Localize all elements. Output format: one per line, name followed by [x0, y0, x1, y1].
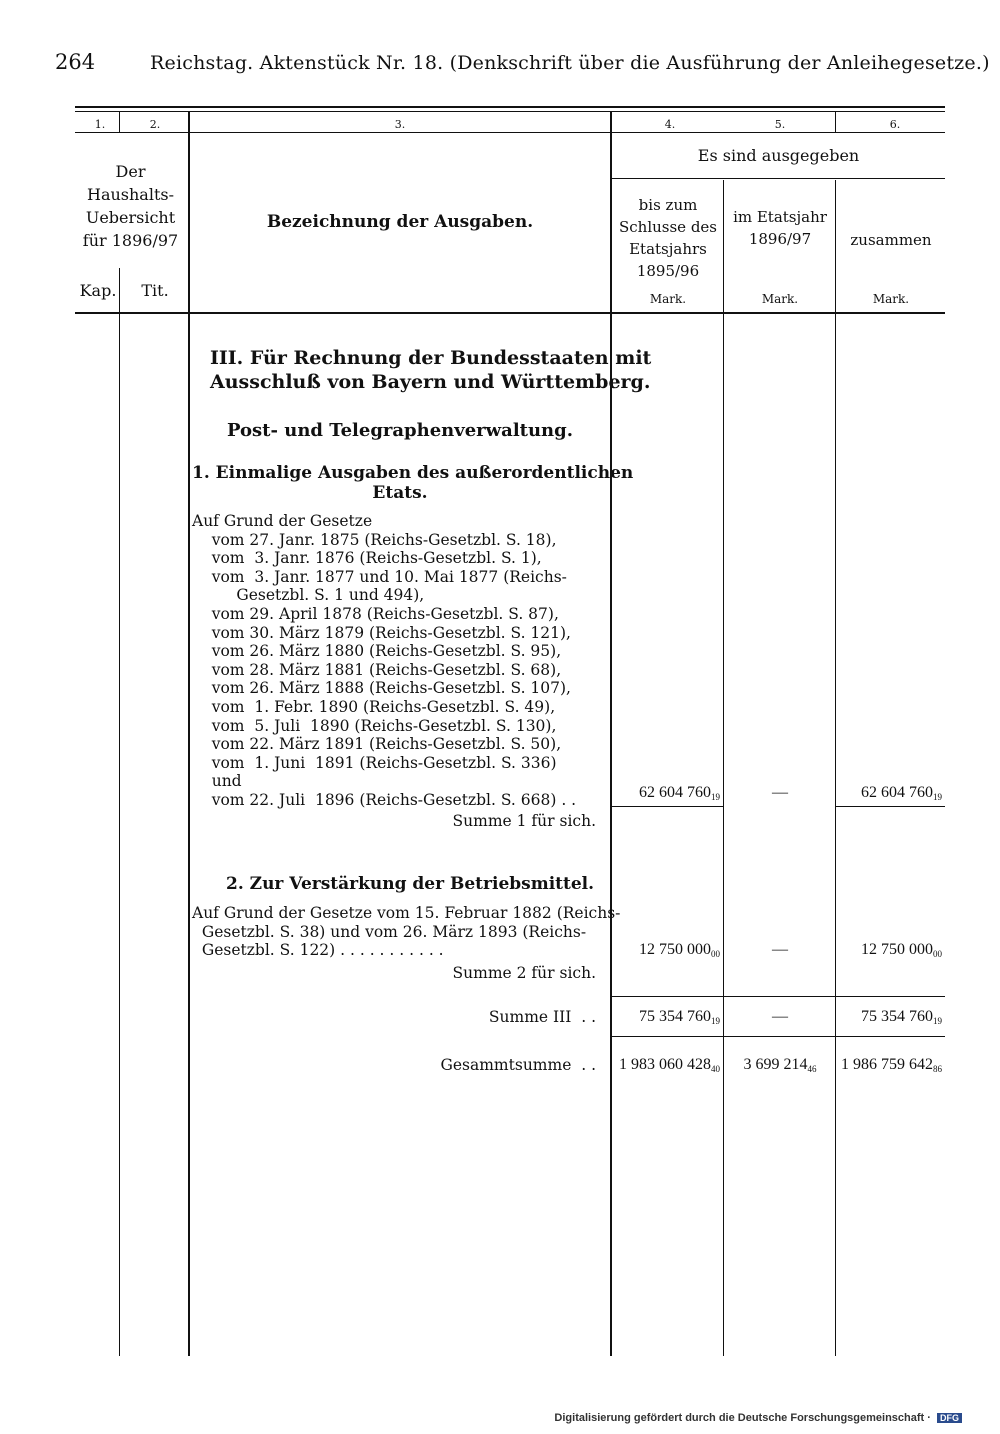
- part1-heading-1: 1. Einmalige Ausgaben des außerordentlichen: [192, 463, 634, 483]
- col-divider: [119, 112, 120, 133]
- col4-unit: Mark.: [649, 292, 687, 306]
- col-divider: [119, 268, 120, 1356]
- part2-col6: 12 750 $000_{00}$: [861, 941, 942, 959]
- summe2-label: Summe 2 für sich.: [452, 964, 596, 982]
- colnum-5: 5.: [774, 118, 786, 131]
- footer-credit: Digitalisierung gefördert durch die Deutsche Forschungsgemeinschaft · DFG: [554, 1412, 962, 1424]
- part1-col6: 62 604 $760_{19}$: [861, 784, 942, 802]
- gesamt-label: Gesammtsumme . .: [440, 1056, 596, 1074]
- colnum-1: 1.: [94, 118, 106, 131]
- part2-heading: 2. Zur Verstärkung der Betriebsmittel.: [226, 874, 595, 894]
- col6-header: zusammen: [850, 231, 932, 249]
- part2-col5: —: [772, 941, 788, 958]
- col-divider: [610, 112, 612, 1356]
- col5-unit: Mark.: [761, 292, 799, 306]
- colnum-rule: [75, 132, 945, 133]
- col-divider: [835, 112, 836, 133]
- kap-label: Kap.: [79, 281, 117, 300]
- tit-label: Tit.: [141, 281, 169, 300]
- col-divider: [723, 180, 724, 1356]
- summe3-col5: —: [772, 1008, 788, 1025]
- col6-unit: Mark.: [872, 292, 910, 306]
- part1-heading-2: Etats.: [372, 483, 428, 503]
- dfg-logo: DFG: [937, 1413, 962, 1423]
- gesamt-col4: 1 983 060 $428_{40}$: [619, 1056, 720, 1074]
- part2-col4: 12 750 $000_{00}$: [639, 941, 720, 959]
- part1-col5: —: [772, 784, 788, 801]
- sum-rule: [836, 806, 945, 807]
- bezeichnung-header: Bezeichnung der Ausgaben.: [266, 212, 534, 232]
- top-rule: [75, 106, 945, 108]
- part1-text: Auf Grund der Gesetze vom 27. Janr. 1875 (Reichs-Gesetzbl. S. 18), vom 3. Janr. 1876 (Reichs-Gesetzbl. S. 1), vom 3. Janr. 1877 und 10. Mai 1877 (Reichs- Gesetzbl. S. 1 und 494), vom 29. April 1878 (Reichs-Gesetzbl. S. 87), vom 30. März 1879 (Reichs-Gesetzbl. S. 121), vom 26. März 1880 (Reichs-Gesetzbl. S. 95), vom 28. März 1881 (Reichs-Gesetzbl. S. 68), vom 26. März 1888 (Reichs-Gesetzbl. S. 107), vom 1. Febr. 1890 (Reichs-Gesetzbl. S. 49), vom 5. Juli 1890 (Reichs-Gesetzbl. S. 130), vom 22. März 1891 (Reichs-Gesetzbl. S. 50), vom 1. Juni 1891 (Reichs-Gesetzbl. S. 336) und vom 22. Juli 1896 (Reichs-Gesetzbl. S. 668) . .: [192, 512, 577, 809]
- colnum-4: 4.: [664, 118, 676, 131]
- summe3-col4: 75 354 $760_{19}$: [639, 1008, 720, 1026]
- ausgegeben-header: Es sind ausgegeben: [697, 146, 860, 165]
- sum-rule: [612, 996, 945, 997]
- col4-header: bis zum Schlusse des Etatsjahrs 1895/96: [618, 196, 717, 280]
- colnum-6: 6.: [889, 118, 901, 131]
- section-heading-1: III. Für Rechnung der Bundesstaaten mit: [210, 347, 652, 369]
- summe3-col6: 75 354 $760_{19}$: [861, 1008, 942, 1026]
- gesamt-col5: 3 699 $214_{46}$: [743, 1056, 817, 1074]
- colnum-2: 2.: [149, 118, 161, 131]
- section-heading-2: Ausschluß von Bayern und Württemberg.: [210, 371, 651, 393]
- col-divider: [188, 112, 190, 1356]
- part2-text: Auf Grund der Gesetze vom 15. Februar 1882 (Reichs- Gesetzbl. S. 38) und vom 26. März 1893 (Reichs- Gesetzbl. S. 122) . . . . . . . . . . .: [192, 904, 621, 960]
- haushalt-label: Der Haushalts- Uebersicht für 1896/97: [82, 162, 179, 250]
- sum-rule: [612, 1036, 945, 1037]
- top-rule-thin: [75, 111, 945, 112]
- part1-col4: 62 604 $760_{19}$: [639, 784, 720, 802]
- section-subheading: Post- und Telegraphenverwaltung.: [226, 420, 574, 441]
- page-title: Reichstag. Aktenstück Nr. 18. (Denkschrift über die Ausführung der Anleihegesetze.): [150, 52, 990, 74]
- gesamt-col6: 1 986 759 $642_{86}$: [841, 1056, 942, 1074]
- sum-rule: [612, 806, 723, 807]
- summe3-label: Summe III . .: [488, 1008, 596, 1026]
- col-divider: [835, 180, 836, 1356]
- summe1-label: Summe 1 für sich.: [452, 812, 596, 830]
- ausgegeben-rule: [612, 178, 945, 179]
- footer-text: Digitalisierung gefördert durch die Deutsche Forschungsgemeinschaft: [554, 1412, 925, 1424]
- colnum-3: 3.: [394, 118, 406, 131]
- page-number: 264: [55, 50, 96, 74]
- header-bottom-rule: [75, 312, 945, 314]
- col5-header: im Etatsjahr 1896/97: [733, 208, 827, 248]
